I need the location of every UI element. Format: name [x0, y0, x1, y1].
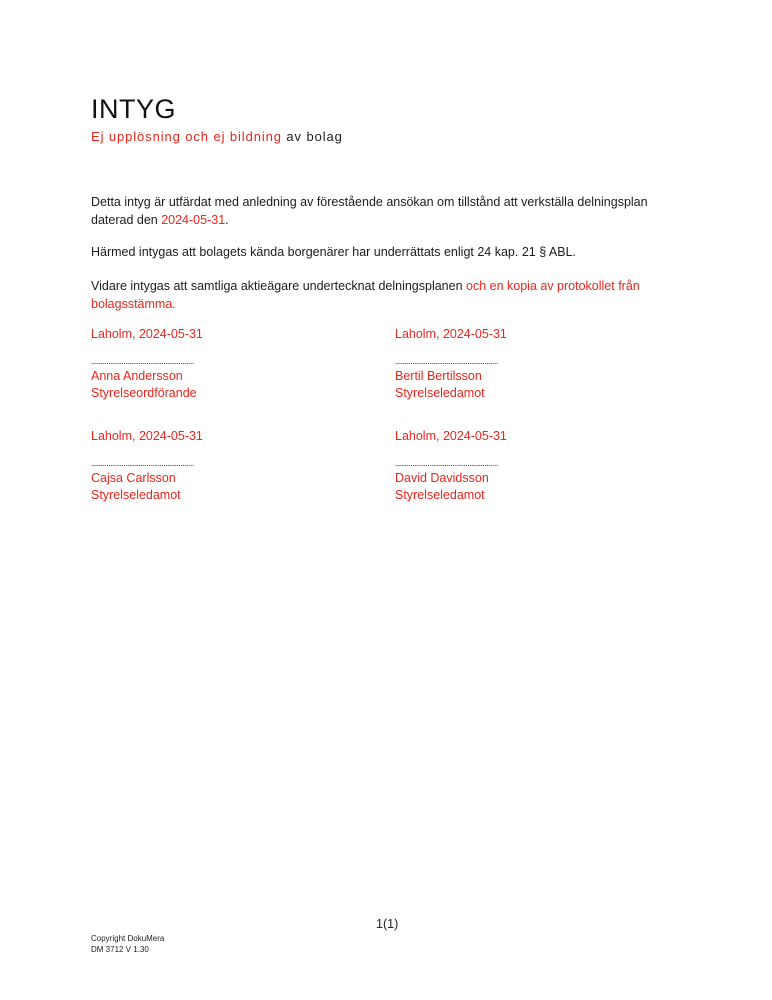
- signatory-role: Styrelseordförande: [91, 386, 197, 400]
- footer-copyright: Copyright DokuMera: [91, 934, 165, 943]
- signature-block: [91, 326, 311, 403]
- signature-line: ......................................................: [91, 457, 194, 468]
- page-number: 1(1): [376, 917, 399, 931]
- signatory-name: Bertil Bertilsson: [395, 368, 482, 383]
- signature-line: ......................................................: [395, 457, 498, 468]
- paragraph-shareholders-end: .: [172, 296, 176, 311]
- signatory-name: David Davidsson: [395, 470, 489, 485]
- signature-place-date: Laholm, 2024-05-31: [395, 327, 507, 341]
- paragraph-purpose-text: Detta intyg är utfärdat med anledning av förestående ansökan om tillstånd att verkställa delningsplan daterad den: [91, 195, 648, 227]
- signature-line: ......................................................: [395, 355, 498, 366]
- plan-date: 2024-05-31: [161, 212, 226, 227]
- paragraph-shareholders: [91, 278, 691, 313]
- signatory-role: Styrelseledamot: [91, 488, 181, 502]
- paragraph-purpose-end: .: [225, 212, 229, 227]
- signatory-name: Cajsa Carlsson: [91, 470, 176, 485]
- signature-line: ......................................................: [91, 355, 194, 366]
- signature-block: [395, 428, 615, 505]
- footer: [91, 933, 164, 955]
- page-subtitle: [91, 129, 343, 144]
- paragraph-purpose: [91, 194, 691, 229]
- signatory-role: Styrelseledamot: [395, 488, 485, 502]
- signatory-name: Anna Andersson: [91, 368, 183, 383]
- signatory-role: Styrelseledamot: [395, 386, 485, 400]
- signature-place-date: Laholm, 2024-05-31: [91, 429, 203, 443]
- subtitle-rest: av bolag: [281, 129, 343, 144]
- signature-block: [395, 326, 615, 403]
- subtitle-highlight: Ej upplösning och ej bildning: [91, 129, 282, 144]
- paragraph-shareholders-text: Vidare intygas att samtliga aktieägare undertecknat delningsplanen: [91, 279, 467, 293]
- footer-version: DM 3712 V 1.30: [91, 945, 149, 954]
- paragraph-creditors: Härmed intygas att bolagets kända borgenärer har underrättats enligt 24 kap. 21 § ABL.: [91, 245, 577, 259]
- paragraph-shareholders-highlight: och en kopia av protokollet från bolagsstämma: [91, 279, 640, 311]
- signature-block: [91, 428, 311, 505]
- page-title: INTYG: [91, 94, 177, 124]
- signature-place-date: Laholm, 2024-05-31: [91, 327, 203, 341]
- signature-place-date: Laholm, 2024-05-31: [395, 429, 507, 443]
